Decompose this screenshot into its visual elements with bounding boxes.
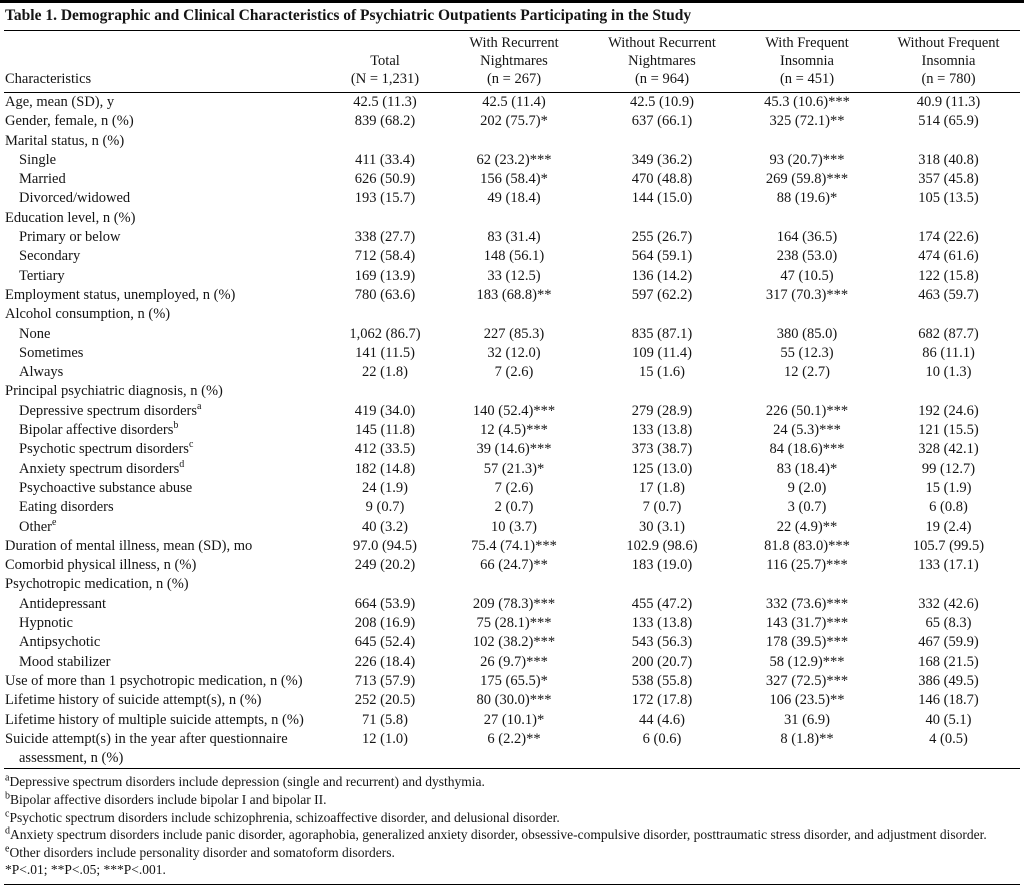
cell-value: 65 (8.3) — [925, 615, 972, 632]
row-label: Antipsychotic — [19, 634, 101, 651]
cell-value: 57 (21.3)* — [483, 460, 545, 477]
row-label: Antidepressant — [19, 595, 106, 612]
cell-value: 564 (59.1) — [631, 248, 693, 265]
row-label: Divorced/widowed — [19, 190, 131, 207]
table-row — [4, 363, 1020, 382]
row-label: Bipolar affective disorders$^b$ — [19, 420, 179, 439]
table-row — [4, 633, 1020, 652]
cell-value: 182 (14.8) — [354, 460, 416, 477]
column-header-label: Total — [370, 53, 400, 69]
table-row — [4, 286, 1020, 305]
table-row — [4, 421, 1020, 440]
cell-value: 7 (2.6) — [494, 479, 534, 496]
cell-value: 27 (10.1)* — [483, 711, 545, 728]
column-header-n: (n = 780) — [921, 71, 976, 87]
table-row — [4, 267, 1020, 286]
cell-value: 4 (0.5) — [929, 730, 968, 747]
column-header-label: Characteristics — [5, 71, 92, 87]
cell-value: 174 (22.6) — [918, 229, 979, 246]
empty-cell — [329, 132, 1020, 151]
section-row — [4, 209, 1020, 228]
row-label: Psychotropic medication, n (%) — [5, 576, 189, 593]
cell-value: 105.7 (99.5) — [912, 537, 985, 554]
table-title: Table 1. Demographic and Clinical Characteristics of Psychiatric Outpatients Participating in the Study — [4, 3, 1020, 31]
cell-value: 42.5 (11.4) — [482, 94, 546, 110]
cell-value: 75.4 (74.1)*** — [471, 537, 557, 554]
row-label: Mood stabilizer — [19, 653, 111, 670]
footnote-marker: e — [5, 843, 10, 855]
column-header-with-frequent-insomnia — [737, 31, 877, 93]
row-label: Age, mean (SD), y — [5, 94, 115, 110]
footnote: $^c$Psychotic spectrum disorders include schizophrenia, schizoaffective disorder, and delusional disorder. — [5, 808, 560, 825]
cell-value: 24 (1.9) — [362, 479, 408, 496]
footnote-marker: d — [5, 825, 10, 837]
cell-value: 83 (31.4) — [487, 229, 541, 246]
footnote-marker: d — [179, 458, 185, 470]
cell-value: 6 (2.2)** — [487, 730, 541, 747]
cell-value: 386 (49.5) — [918, 672, 979, 689]
table-row — [4, 325, 1020, 344]
table-row — [4, 653, 1020, 672]
table-row — [4, 189, 1020, 208]
table-row — [4, 595, 1020, 614]
cell-value: 200 (20.7) — [631, 653, 693, 670]
cell-value: 40.9 (11.3) — [916, 94, 981, 110]
empty-cell — [329, 575, 1020, 594]
table-row — [4, 151, 1020, 170]
row-label: Tertiary — [19, 267, 65, 284]
cell-value: 178 (39.5)*** — [765, 634, 849, 651]
table-row — [4, 93, 1020, 113]
cell-value: 175 (65.5)* — [480, 672, 548, 689]
footnote-marker: e — [52, 516, 57, 528]
row-label: Anxiety spectrum disorders$^d$ — [19, 458, 185, 477]
cell-value: 249 (20.2) — [354, 557, 416, 574]
cell-value: 12 (4.5)*** — [480, 422, 548, 439]
cell-value: 338 (27.7) — [354, 229, 416, 246]
table-header — [4, 31, 1020, 93]
table-body — [4, 93, 1020, 769]
footnote: *P<.01; **P<.05; ***P<.001. — [5, 862, 166, 878]
cell-value: 106 (23.5)** — [769, 692, 845, 709]
cell-value: 80 (30.0)*** — [476, 692, 552, 709]
column-header-n: (N = 1,231) — [350, 71, 420, 87]
cell-value: 24 (5.3)*** — [773, 422, 841, 439]
table-row — [4, 440, 1020, 459]
cell-value: 10 (3.7) — [491, 518, 537, 535]
empty-cell — [329, 209, 1020, 228]
row-label: Single — [19, 151, 57, 168]
cell-value: 109 (11.4) — [632, 344, 692, 361]
row-label: Use of more than 1 psychotropic medication, n (%) — [5, 672, 303, 689]
cell-value: 682 (87.7) — [918, 325, 979, 342]
row-label: Always — [19, 364, 64, 381]
cell-value: 26 (9.7)*** — [480, 653, 548, 670]
table-row — [4, 614, 1020, 633]
table-row — [4, 479, 1020, 498]
column-header-n: (n = 451) — [779, 71, 835, 87]
cell-value: 373 (38.7) — [631, 441, 693, 458]
data-table — [4, 31, 1020, 769]
column-header-label: Without Recurrent Nightmares — [608, 35, 716, 69]
cell-value: 66 (24.7)** — [480, 557, 548, 574]
cell-value: 1,062 (86.7) — [349, 325, 421, 342]
cell-value: 713 (57.9) — [354, 672, 416, 689]
row-label: Psychotic spectrum disorders$^c$ — [19, 439, 194, 458]
cell-value: 15 (1.9) — [925, 479, 972, 496]
cell-value: 146 (18.7) — [918, 692, 979, 709]
cell-value: 49 (18.4) — [487, 190, 541, 207]
row-label: Depressive spectrum disorders$^a$ — [19, 400, 202, 419]
cell-value: 645 (52.4) — [354, 634, 416, 651]
cell-value: 10 (1.3) — [925, 364, 972, 381]
cell-value: 102 (38.2)*** — [472, 634, 556, 651]
cell-value: 543 (56.3) — [631, 634, 693, 651]
cell-value: 169 (13.9) — [354, 267, 416, 284]
cell-value: 156 (58.4)* — [480, 171, 548, 188]
column-header-label: With Frequent Insomnia — [765, 35, 849, 69]
row-label: Duration of mental illness, mean (SD), mo — [5, 537, 253, 554]
cell-value: 58 (12.9)*** — [769, 653, 845, 670]
cell-value: 42.5 (10.9) — [629, 94, 695, 110]
cell-value: 202 (75.7)* — [480, 113, 548, 130]
cell-value: 380 (85.0) — [776, 325, 838, 342]
cell-value: 40 (3.2) — [362, 518, 408, 535]
row-label: Sometimes — [19, 344, 84, 361]
cell-value: 81.8 (83.0)*** — [764, 537, 850, 554]
cell-value: 637 (66.1) — [631, 113, 693, 130]
footnote: $^a$Depressive spectrum disorders include depression (single and recurrent) and dysthymia. — [5, 772, 485, 790]
header-row — [4, 31, 1020, 93]
table-row — [4, 402, 1020, 421]
cell-value: 183 (68.8)** — [476, 286, 552, 303]
cell-value: 597 (62.2) — [631, 286, 693, 303]
cell-value: 44 (4.6) — [639, 711, 685, 728]
table-row — [4, 344, 1020, 363]
cell-value: 411 (33.4) — [355, 151, 415, 168]
cell-value: 22 (4.9)** — [776, 518, 838, 535]
cell-value: 40 (5.1) — [925, 711, 972, 728]
cell-value: 83 (18.4)* — [776, 460, 838, 477]
cell-value: 22 (1.8) — [362, 364, 408, 381]
row-label: Comorbid physical illness, n (%) — [5, 557, 197, 574]
table-row — [4, 112, 1020, 131]
cell-value: 328 (42.1) — [918, 441, 979, 458]
column-header-total — [329, 31, 441, 93]
table-row — [4, 247, 1020, 266]
cell-value: 17 (1.8) — [639, 479, 685, 496]
row-label: Primary or below — [19, 229, 121, 246]
cell-value: 7 (2.6) — [494, 364, 534, 381]
cell-value: 31 (6.9) — [784, 711, 830, 728]
cell-value: 226 (18.4) — [354, 653, 416, 670]
cell-value: 349 (36.2) — [631, 151, 693, 168]
footnote: $^d$Anxiety spectrum disorders include panic disorder, agoraphobia, generalized anxiety disorder, obsessive-compulsive disorder, posttraumatic stress disorder, and adjustment disorder. — [5, 825, 987, 843]
cell-value: 164 (36.5) — [776, 229, 838, 246]
cell-value: 318 (40.8) — [918, 151, 979, 168]
cell-value: 626 (50.9) — [354, 171, 416, 188]
cell-value: 12 (2.7) — [784, 364, 830, 381]
footnote-marker: b — [173, 420, 179, 432]
column-header-n: (n = 267) — [486, 71, 542, 87]
cell-value: 474 (61.6) — [918, 248, 979, 265]
column-header-without-recurrent-nightmares — [587, 31, 737, 93]
cell-value: 412 (33.5) — [354, 441, 416, 458]
cell-value: 193 (15.7) — [354, 190, 416, 207]
cell-value: 332 (73.6)*** — [765, 595, 849, 612]
cell-value: 116 (25.7)*** — [766, 557, 848, 574]
footnotes — [4, 769, 1020, 885]
section-row — [4, 132, 1020, 151]
row-label: Gender, female, n (%) — [5, 113, 134, 130]
row-label: Hypnotic — [19, 615, 73, 632]
row-label: Marital status, n (%) — [5, 132, 125, 149]
cell-value: 6 (0.6) — [642, 730, 682, 747]
cell-value: 42.5 (11.3) — [353, 94, 417, 110]
cell-value: 2 (0.7) — [494, 499, 534, 516]
cell-value: 835 (87.1) — [631, 325, 693, 342]
cell-value: 209 (78.3)*** — [472, 595, 556, 612]
cell-value: 133 (13.8) — [631, 615, 693, 632]
cell-value: 141 (11.5) — [355, 344, 415, 361]
cell-value: 6 (0.8) — [929, 499, 968, 516]
column-header-label: With Recurrent Nightmares — [469, 35, 559, 69]
table-row — [4, 228, 1020, 247]
table-row — [4, 498, 1020, 517]
footnote-marker: a — [196, 400, 202, 412]
row-label: Married — [19, 171, 66, 188]
cell-value: 183 (19.0) — [631, 557, 693, 574]
footnote: $^b$Bipolar affective disorders include bipolar I and bipolar II. — [5, 790, 327, 807]
table-row — [4, 691, 1020, 710]
cell-value: 39 (14.6)*** — [476, 441, 552, 458]
empty-cell — [329, 305, 1020, 324]
row-label: Psychoactive substance abuse — [19, 479, 193, 496]
column-header-n: (n = 964) — [634, 71, 690, 87]
cell-value: 122 (15.8) — [918, 267, 979, 284]
row-label: Eating disorders — [19, 499, 114, 516]
cell-value: 327 (72.5)*** — [765, 672, 849, 689]
empty-cell — [329, 382, 1020, 401]
cell-value: 19 (2.4) — [925, 518, 972, 535]
cell-value: 514 (65.9) — [918, 113, 979, 130]
footnote: $^e$Other disorders include personality disorder and somatoform disorders. — [5, 843, 395, 860]
cell-value: 99 (12.7) — [921, 460, 976, 477]
cell-value: 47 (10.5) — [780, 267, 834, 284]
table-row — [4, 711, 1020, 730]
row-label: Other$^e$ — [19, 516, 57, 535]
row-label: Education level, n (%) — [5, 209, 136, 226]
cell-value: 252 (20.5) — [354, 692, 416, 709]
cell-value: 133 (13.8) — [631, 422, 693, 439]
cell-value: 8 (1.8)** — [780, 730, 834, 747]
table-row — [4, 518, 1020, 537]
cell-value: 712 (58.4) — [354, 248, 416, 265]
cell-value: 140 (52.4)*** — [472, 402, 556, 419]
cell-value: 15 (1.6) — [639, 364, 685, 381]
cell-value: 30 (3.1) — [639, 518, 685, 535]
column-header-characteristics — [4, 31, 329, 93]
cell-value: 227 (85.3) — [483, 325, 545, 342]
cell-value: 168 (21.5) — [918, 653, 979, 670]
cell-value: 208 (16.9) — [354, 615, 416, 632]
cell-value: 7 (0.7) — [642, 499, 682, 516]
section-row — [4, 382, 1020, 401]
cell-value: 467 (59.9) — [918, 634, 979, 651]
cell-value: 102.9 (98.6) — [626, 537, 698, 554]
cell-value: 125 (13.0) — [631, 460, 693, 477]
cell-value: 419 (34.0) — [354, 402, 416, 419]
cell-value: 780 (63.6) — [354, 286, 416, 303]
cell-value: 133 (17.1) — [918, 557, 979, 574]
cell-value: 145 (11.8) — [355, 422, 415, 439]
cell-value: 143 (31.7)*** — [765, 615, 849, 632]
table-row — [4, 460, 1020, 479]
row-label: None — [19, 325, 51, 342]
section-row — [4, 305, 1020, 324]
cell-value: 172 (17.8) — [631, 692, 693, 709]
cell-value: 255 (26.7) — [631, 229, 693, 246]
row-label: Lifetime history of multiple suicide attempts, n (%) — [5, 711, 304, 728]
cell-value: 269 (59.8)*** — [765, 171, 849, 188]
cell-value: 88 (19.6)* — [776, 190, 838, 207]
cell-value: 238 (53.0) — [776, 248, 838, 265]
cell-value: 3 (0.7) — [787, 499, 827, 516]
cell-value: 325 (72.1)** — [769, 113, 845, 130]
table-row — [4, 730, 1020, 769]
cell-value: 45.3 (10.6)*** — [764, 94, 850, 110]
cell-value: 12 (1.0) — [362, 730, 408, 747]
cell-value: 192 (24.6) — [918, 402, 979, 419]
section-row — [4, 575, 1020, 594]
cell-value: 9 (0.7) — [365, 499, 405, 516]
column-header-label: Without Frequent Insomnia — [897, 35, 1000, 69]
cell-value: 93 (20.7)*** — [769, 151, 845, 168]
cell-value: 463 (59.7) — [918, 286, 979, 303]
row-label: Alcohol consumption, n (%) — [5, 306, 171, 323]
table-row — [4, 556, 1020, 575]
cell-value: 317 (70.3)*** — [765, 286, 849, 303]
footnote-marker: c — [188, 439, 194, 451]
cell-value: 664 (53.9) — [354, 595, 416, 612]
table-row — [4, 170, 1020, 189]
row-label: Lifetime history of suicide attempt(s), n (%) — [5, 692, 262, 709]
footnote-marker: b — [5, 790, 10, 802]
table-row — [4, 672, 1020, 691]
cell-value: 121 (15.5) — [918, 422, 979, 439]
cell-value: 71 (5.8) — [362, 711, 408, 728]
cell-value: 538 (55.8) — [631, 672, 693, 689]
cell-value: 75 (28.1)*** — [476, 615, 552, 632]
table-row — [4, 537, 1020, 556]
cell-value: 148 (56.1) — [483, 248, 545, 265]
cell-value: 86 (11.1) — [922, 344, 975, 361]
cell-value: 455 (47.2) — [631, 595, 693, 612]
footnote-marker: a — [5, 772, 10, 784]
row-label: Employment status, unemployed, n (%) — [5, 286, 236, 303]
cell-value: 144 (15.0) — [631, 190, 693, 207]
column-header-without-frequent-insomnia — [877, 31, 1020, 93]
cell-value: 136 (14.2) — [631, 267, 693, 284]
cell-value: 9 (2.0) — [787, 479, 827, 496]
row-label: Secondary — [19, 248, 81, 265]
cell-value: 279 (28.9) — [631, 402, 693, 419]
cell-value: 839 (68.2) — [354, 113, 416, 130]
cell-value: 55 (12.3) — [780, 344, 834, 361]
cell-value: 84 (18.6)*** — [769, 441, 845, 458]
cell-value: 105 (13.5) — [918, 190, 979, 207]
cell-value: 470 (48.8) — [631, 171, 693, 188]
cell-value: 332 (42.6) — [918, 595, 979, 612]
cell-value: 32 (12.0) — [487, 344, 541, 361]
row-label: Principal psychiatric diagnosis, n (%) — [5, 383, 223, 400]
footnote-marker: c — [5, 808, 10, 820]
cell-value: 357 (45.8) — [918, 171, 979, 188]
row-label: Suicide attempt(s) in the year after questionnaire assessment, n (%) — [5, 730, 288, 767]
cell-value: 226 (50.1)*** — [765, 402, 849, 419]
cell-value: 33 (12.5) — [487, 267, 541, 284]
cell-value: 97.0 (94.5) — [352, 537, 418, 554]
cell-value: 62 (23.2)*** — [476, 151, 552, 168]
column-header-with-recurrent-nightmares — [441, 31, 587, 93]
